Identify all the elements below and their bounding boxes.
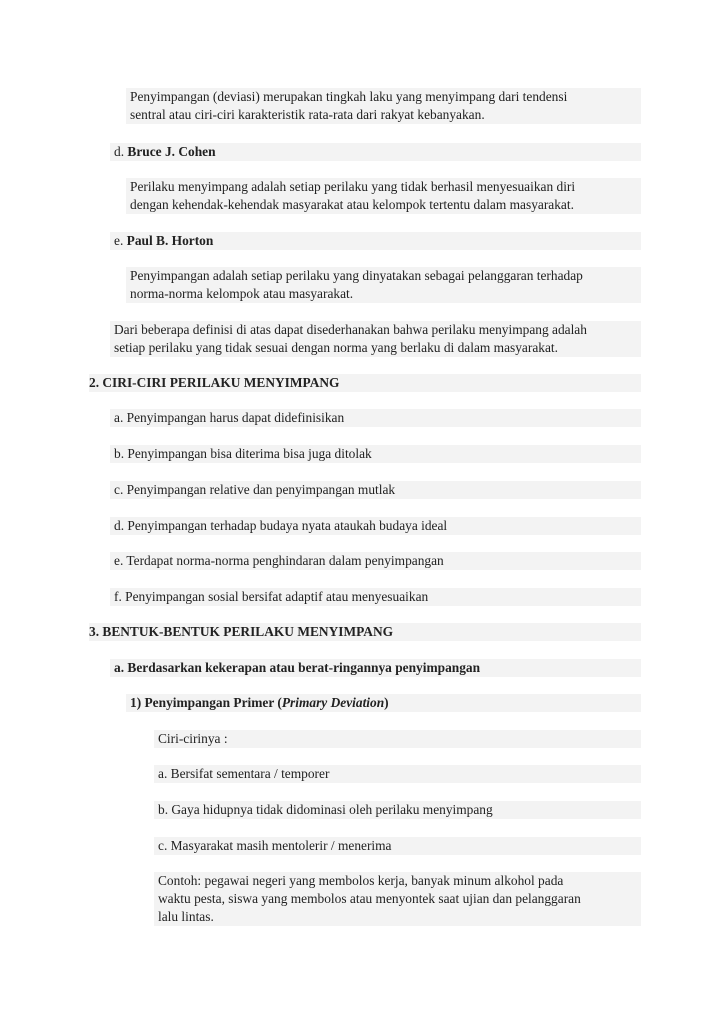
subsubsection-heading-primary (126, 694, 641, 712)
paragraph-horton-definition (126, 267, 641, 303)
list-item (110, 481, 641, 499)
text-line: Perilaku menyimpang adalah setiap perilaku yang tidak berhasil menyesuaikan diri (130, 179, 576, 194)
definition-heading-horton (110, 232, 641, 250)
list-item (110, 517, 641, 535)
text-line: Penyimpangan adalah setiap perilaku yang dinyatakan sebagai pelanggaran terhadap (130, 268, 583, 283)
section-heading-bentuk-bentuk (89, 623, 641, 641)
definition-heading-cohen (110, 143, 641, 161)
list-item-text: a. Bersifat sementara / temporer (158, 766, 330, 781)
text-line: Dari beberapa definisi di atas dapat disederhanakan bahwa perilaku menyimpang adalah (114, 322, 587, 337)
definition-letter: d. (114, 144, 125, 159)
paragraph-deviation-intro (126, 88, 641, 124)
list-item-text: f. Penyimpangan sosial bersifat adaptif atau menyesuaikan (114, 589, 429, 604)
definition-letter: e. (114, 233, 124, 248)
list-item (110, 445, 641, 463)
list-item (110, 409, 641, 427)
list-item (154, 837, 641, 855)
list-item (154, 765, 641, 783)
list-item-text: d. Penyimpangan terhadap budaya nyata ataukah budaya ideal (114, 518, 448, 533)
primary-heading (130, 695, 389, 710)
text-line: dengan kehendak-kehendak masyarakat atau kelompok tertentu dalam masyarakat. (130, 197, 574, 212)
paragraph-cohen-definition (126, 178, 641, 214)
subsection-heading-text: a. Berdasarkan kekerapan atau berat-ringannya penyimpangan (114, 660, 481, 675)
text-line: lalu lintas. (158, 909, 214, 924)
paragraph-summary (110, 321, 641, 357)
list-item-text: b. Penyimpangan bisa diterima bisa juga ditolak (114, 446, 372, 461)
list-item-text: Ciri-cirinya : (158, 731, 228, 746)
text-line: norma-norma kelompok atau masyarakat. (130, 286, 354, 301)
section-heading-ciri-ciri (89, 374, 641, 392)
list-item (110, 588, 641, 606)
list-item (154, 801, 641, 819)
section-heading-text: 3. BENTUK-BENTUK PERILAKU MENYIMPANG (89, 624, 394, 639)
section-heading-text: 2. CIRI-CIRI PERILAKU MENYIMPANG (89, 375, 340, 390)
text-line: sentral atau ciri-ciri karakteristik rata-rata dari rakyat kebanyakan. (130, 107, 485, 122)
definition-author: Paul B. Horton (126, 233, 214, 248)
primary-heading-prefix: 1) Penyimpangan Primer ( (130, 695, 282, 710)
list-item (154, 730, 641, 748)
primary-heading-suffix: ) (384, 695, 389, 710)
primary-heading-italic: Primary Deviation (281, 695, 385, 710)
list-item-text: a. Penyimpangan harus dapat didefinisikan (114, 410, 345, 425)
text-line: Penyimpangan (deviasi) merupakan tingkah laku yang menyimpang dari tendensi (130, 89, 568, 104)
definition-author: Bruce J. Cohen (127, 144, 216, 159)
paragraph-example (154, 872, 641, 926)
list-item (110, 552, 641, 570)
list-item-text: e. Terdapat norma-norma penghindaran dalam penyimpangan (114, 553, 444, 568)
text-line: setiap perilaku yang tidak sesuai dengan norma yang berlaku di dalam masyarakat. (114, 340, 558, 355)
subsection-heading-a (110, 659, 641, 677)
text-line: waktu pesta, siswa yang membolos atau menyontek saat ujian dan pelanggaran (158, 891, 581, 906)
list-item-text: b. Gaya hidupnya tidak didominasi oleh perilaku menyimpang (158, 802, 493, 817)
list-item-text: c. Masyarakat masih mentolerir / menerima (158, 838, 392, 853)
list-item-text: c. Penyimpangan relative dan penyimpangan mutlak (114, 482, 396, 497)
text-line: Contoh: pegawai negeri yang membolos kerja, banyak minum alkohol pada (158, 873, 564, 888)
